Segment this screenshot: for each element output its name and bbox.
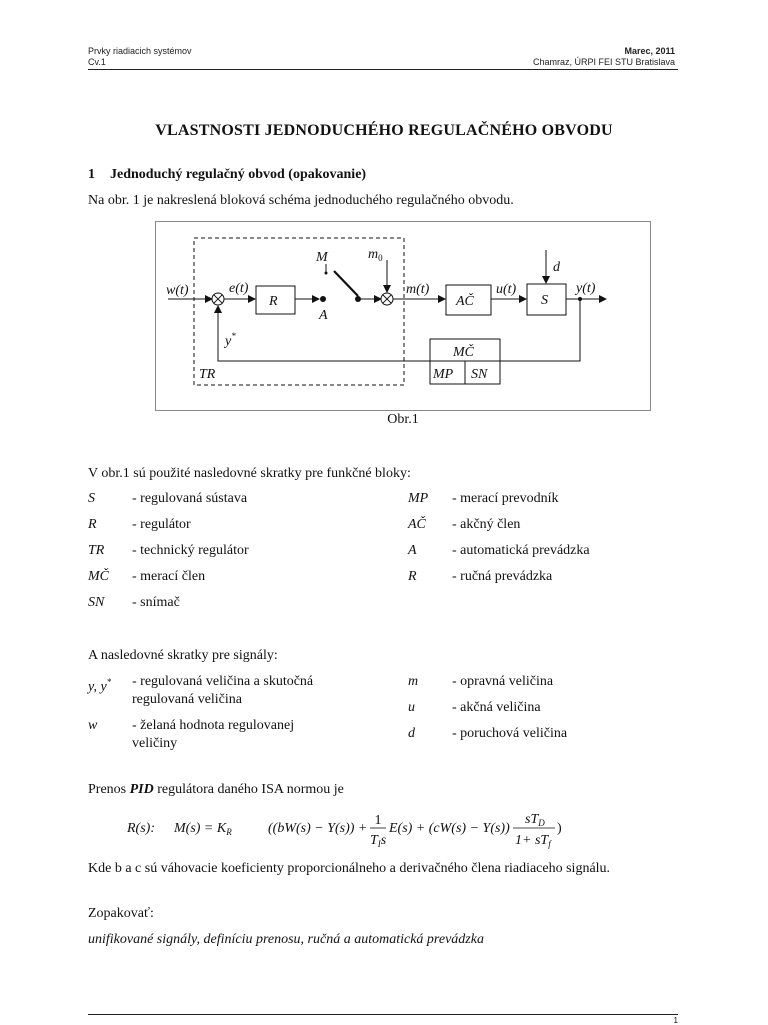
author-affiliation: Chamraz, ÚRPI FEI STU Bratislava [532,57,675,67]
list-item: w - želaná hodnota regulovanej veličiny [88,718,295,751]
pid-formula [127,806,587,852]
list-item: A - automatická prevádzka [408,543,590,558]
label-mp: MP [433,367,454,382]
list-item: y, y* - regulovaná veličina a skutočná regulovaná veličina [88,674,314,707]
label-s: S [541,293,548,308]
page-number: 1 [673,1016,678,1025]
list-item: TR - technický regulátor [88,543,249,558]
formula-term2: E(s) + (cW(s) − Y(s)) [389,821,510,836]
exercise-number: Cv.1 [88,57,106,67]
formula-close: ) [557,821,562,836]
pid-term: PID [129,782,154,797]
label-m: m(t) [406,282,430,297]
label-m-manual: M [316,250,328,265]
intro-paragraph: Na obr. 1 je nakreslená bloková schéma jednoduchého regulačného obvodu. [88,193,514,208]
mode-switch [334,271,358,296]
list-item: MČ - merací člen [88,569,206,584]
blocks-right-list [408,486,678,596]
course-name: Prvky riadiacich systémov [88,46,192,56]
label-y: y(t) [576,281,596,296]
formula-frac2-num: $sT_D$ [525,812,545,828]
label-d: d [553,260,560,275]
section-number: 1 [88,167,95,182]
header-divider [88,69,678,70]
blocks-intro: V obr.1 sú použité nasledovné skratky pre funkčné bloky: [88,466,411,481]
list-item: m - opravná veličina [408,674,554,689]
list-item: AČ - akčný člen [408,517,521,532]
signals-intro: A nasledovné skratky pre signály: [88,648,278,663]
formula-lhs: R(s): [127,821,155,836]
header-left [88,46,192,68]
label-m0: $m_0$ [368,247,383,263]
formula-m: $M(s) = K_R$ [174,821,232,837]
figure-caption: Obr.1 [387,412,419,427]
list-item: R - ručná prevádzka [408,569,553,584]
label-ystar: y* [225,331,236,349]
label-tr: TR [199,367,216,382]
formula-frac1-num: 1 [374,813,382,828]
switch-contact-a [320,296,326,302]
header-right [533,46,675,68]
label-r: R [269,294,278,309]
section-title: Jednoduchý regulačný obvod (opakovanie) [110,167,367,182]
list-item: R - regulátor [88,517,191,532]
formula-term1: ((bW(s) − Y(s)) + [268,821,368,836]
formula-frac2-den: $1+ sT_f$ [515,833,551,849]
signals-right-list [408,673,678,749]
signals-left-list [88,673,358,757]
pid-intro: Prenos PID regulátora daného ISA normou je [88,782,344,797]
review-topics: unifikované signály, definíciu prenosu, ručná a automatická prevádzka [88,932,484,947]
review-heading: Zopakovať: [88,906,154,921]
block-diagram-svg [156,222,650,410]
section-heading [88,167,366,183]
kde-paragraph: Kde b a c sú váhovacie koeficienty proporcionálneho a derivačného člena riadiaceho signálu. [88,861,611,876]
label-e: e(t) [229,281,249,296]
label-mc: MČ [453,345,474,360]
list-item: S - regulovaná sústava [88,491,248,506]
list-item: u - akčná veličina [408,700,541,715]
blocks-left-list [88,486,388,618]
list-item: MP - merací prevodník [408,491,559,506]
label-sn: SN [471,367,488,382]
switch-pivot [355,296,361,302]
label-w: w(t) [166,283,189,298]
document-date: Marec, 2011 [624,46,675,56]
label-ac: AČ [456,294,474,309]
formula-frac1-den: $T_Is$ [370,833,387,849]
block-diagram [155,221,651,411]
list-item: SN - snímač [88,595,180,610]
label-u: u(t) [496,282,517,297]
document-title: VLASTNOSTI JEDNODUCHÉHO REGULAČNÉHO OBVODU [155,122,613,139]
label-a-auto: A [319,308,328,323]
list-item: d - poruchová veličina [408,726,568,741]
footer-divider [88,1014,678,1015]
